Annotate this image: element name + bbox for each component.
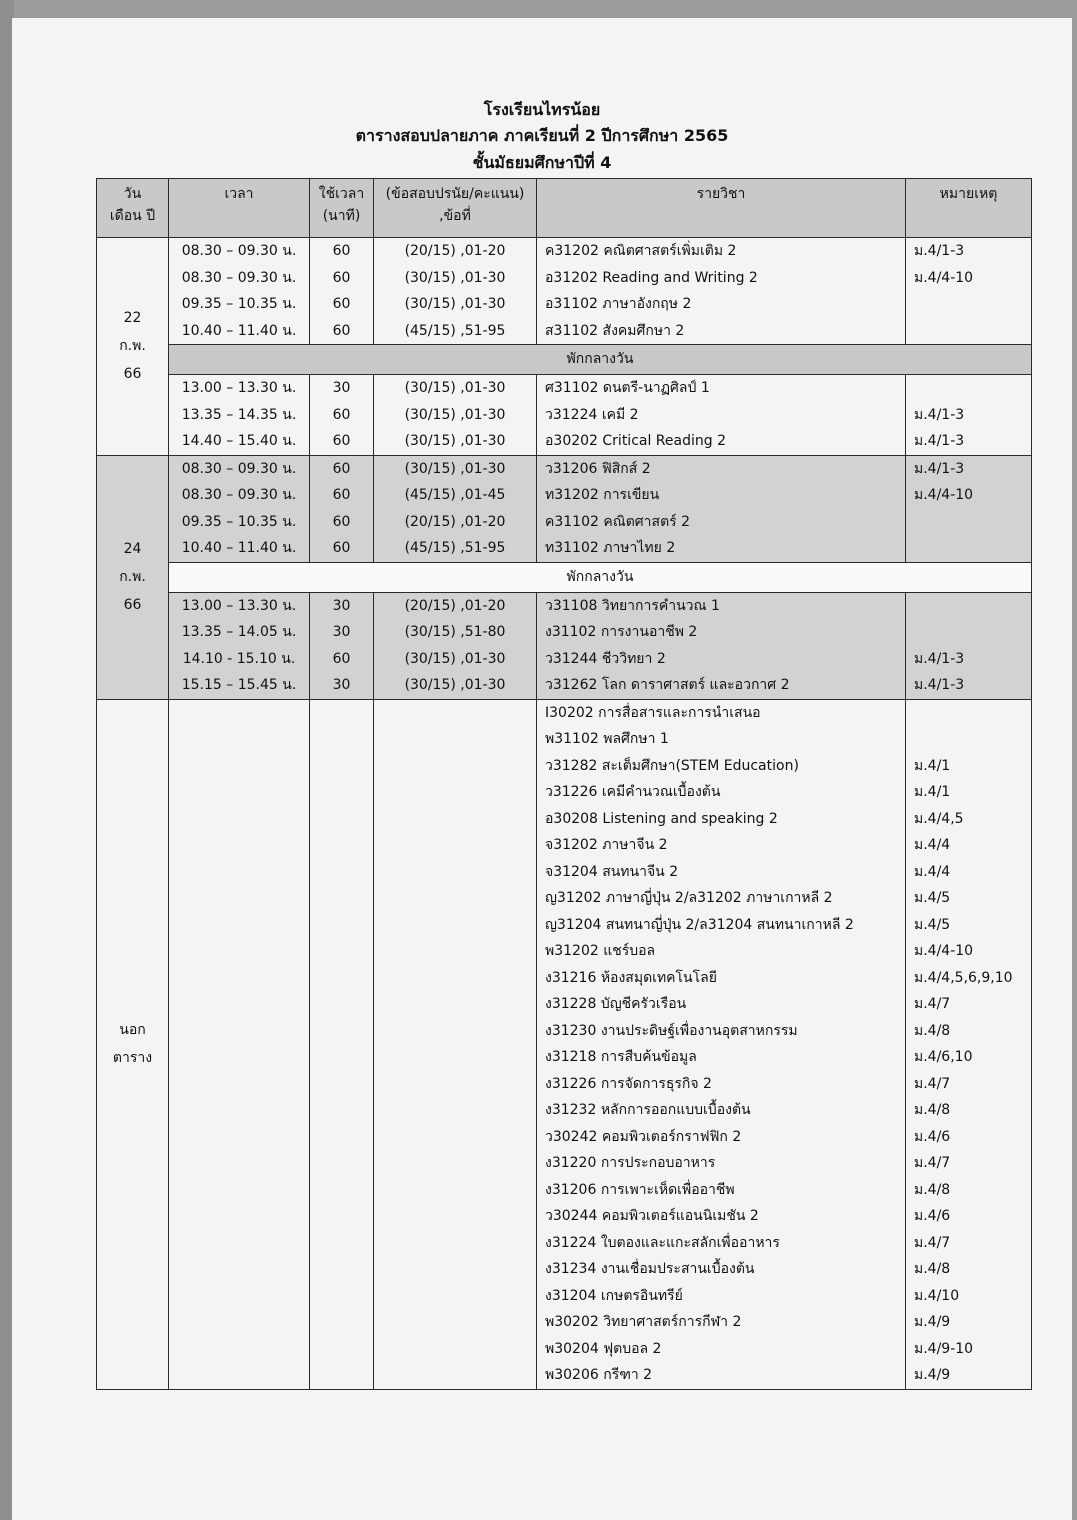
list-item: I30202 การสื่อสารและการนำเสนอ [545, 704, 761, 721]
day2-afternoon-subjects: ว31108 วิทยาการคำนวณ 1 ง31102 การงานอาชีพ 2 ว31244 ชีววิทยา 2 ว31262 โลก ดาราศาสตร์ และอวกาศ 2 [537, 592, 906, 699]
grade-level: ชั้นมัธยมศึกษาปีที่ 4 [472, 153, 612, 172]
list-item: ง31232 หลักการออกแบบเบื้องต้น [545, 1102, 751, 1118]
day2-afternoon-block [97, 592, 1032, 699]
header-items: (ข้อสอบปรนัย/คะแนน) ,ข้อที่ [374, 179, 537, 238]
list-item: พ30206 กรีฑา 2 [545, 1367, 653, 1383]
school-name: โรงเรียนไทรน้อย [483, 100, 601, 119]
list-item: ง31228 บัญชีครัวเรือน [545, 996, 687, 1012]
day1-afternoon-items: (30/15) ,01-30 (30/15) ,01-30 (30/15) ,01-30 [374, 375, 537, 456]
list-item: ง31220 การประกอบอาหาร [545, 1155, 716, 1171]
list-item: ง31218 การสืบค้นข้อมูล [545, 1049, 697, 1065]
day2-lunch-break: พักกลางวัน [169, 562, 1032, 592]
day2-morning-items: (30/15) ,01-30 (45/15) ,01-45 (20/15) ,01-20 (45/15) ,51-95 [374, 455, 537, 562]
outside-subjects [537, 699, 906, 1389]
list-item: ง31206 การเพาะเห็ดเพื่ออาชีพ [545, 1181, 735, 1198]
list-item: ง31216 ห้องสมุดเทคโนโลยี [545, 969, 717, 986]
day1-morning-block [97, 238, 1032, 345]
list-item: พ31202 แชร์บอล [545, 943, 656, 959]
day2-afternoon-notes: ม.4/1-3 ม.4/1-3 [906, 592, 1032, 699]
day2-afternoon-items: (20/15) ,01-20 (30/15) ,51-80 (30/15) ,01-30 (30/15) ,01-30 [374, 592, 537, 699]
day1-afternoon-notes: ม.4/1-3 ม.4/1-3 [906, 375, 1032, 456]
day1-lunch-break: พักกลางวัน [169, 345, 1032, 375]
day1-morning-subjects: ค31202 คณิตศาสตร์เพิ่มเติม 2 อ31202 Reading and Writing 2 อ31102 ภาษาอังกฤษ 2 ส31102 สังคมศึกษา 2 [537, 238, 906, 345]
schedule-title: ตารางสอบปลายภาค ภาคเรียนที่ 2 ปีการศึกษา 2565 [355, 126, 729, 145]
list-item: พ31102 พลศึกษา 1 [545, 731, 669, 747]
list-item: ญ31204 สนทนาญี่ปุ่น 2/ล31204 สนทนาเกาหลี 2 [545, 916, 854, 933]
header-duration: ใช้เวลา (นาที) [310, 179, 374, 238]
list-item: จ31204 สนทนาจีน 2 [545, 863, 679, 880]
day1-date: 22 ก.พ. 66 [97, 238, 169, 456]
list-item: ง31230 งานประดิษฐ์เพื่องานอุตสาหกรรม [545, 1022, 798, 1039]
outside-label: นอก ตาราง [97, 699, 169, 1389]
list-item: ง31204 เกษตรอินทรีย์ [545, 1287, 683, 1304]
list-item: ว31282 สะเต็มศึกษา(STEM Education) [545, 757, 799, 774]
list-item: ง31234 งานเชื่อมประสานเบื้องต้น [545, 1261, 755, 1277]
outside-notes: ม.4/1 ม.4/1 ม.4/4,5 ม.4/4 ม.4/4 ม.4/5 ม.4/5 ม.4/4-10 ม.4/4,5,6,9,10 ม.4/7 ม.4/8 ม.4/6,10 ม.4/7 ม.4/8 ม.4/6 ม.4/7 ม.4/8 ม.4/6 ม.4/7 ม.4/8 ม.4/10 ม.4/9 ม.4/9-10 ม.4/9 [906, 699, 1032, 1389]
day2-morning-notes: ม.4/1-3 ม.4/4-10 [906, 455, 1032, 562]
day1-afternoon-subjects: ศ31102 ดนตรี-นาฏศิลป์ 1 ว31224 เคมี 2 อ30202 Critical Reading 2 [537, 375, 906, 456]
header-note: หมายเหตุ [906, 179, 1032, 238]
list-item: ว30242 คอมพิวเตอร์กราฟฟิก 2 [545, 1128, 742, 1145]
day1-morning-durations: 60 60 60 60 [310, 238, 374, 345]
list-item: ว30244 คอมพิวเตอร์แอนนิเมชัน 2 [545, 1208, 759, 1224]
day1-morning-notes: ม.4/1-3 ม.4/4-10 [906, 238, 1032, 345]
day2-morning-block [97, 455, 1032, 562]
header-date: วัน เดือน ปี [97, 179, 169, 238]
exam-schedule-sheet [12, 18, 1072, 1520]
day2-afternoon-durations: 30 30 60 30 [310, 592, 374, 699]
day2-afternoon-times: 13.00 – 13.30 น. 13.35 – 14.05 น. 14.10 - 15.10 น. 15.15 – 15.45 น. [169, 592, 310, 699]
header-subject: รายวิชา [537, 179, 906, 238]
day1-lunch-row [97, 345, 1032, 375]
day2-date: 24 ก.พ. 66 [97, 455, 169, 699]
outside-items-empty [374, 699, 537, 1389]
list-item: อ30208 Listening and speaking 2 [545, 810, 778, 827]
list-item: ว31226 เคมีคำนวณเบื้องต้น [545, 784, 721, 800]
day1-morning-times: 08.30 – 09.30 น. 08.30 – 09.30 น. 09.35 – 10.35 น. 10.40 – 11.40 น. [169, 238, 310, 345]
day2-morning-times: 08.30 – 09.30 น. 08.30 – 09.30 น. 09.35 – 10.35 น. 10.40 – 11.40 น. [169, 455, 310, 562]
list-item: ญ31202 ภาษาญี่ปุ่น 2/ล31202 ภาษาเกาหลี 2 [545, 890, 833, 906]
day1-afternoon-durations: 30 60 60 [310, 375, 374, 456]
list-item: ง31226 การจัดการธุรกิจ 2 [545, 1075, 712, 1092]
list-item: จ31202 ภาษาจีน 2 [545, 837, 668, 853]
day2-lunch-row [97, 562, 1032, 592]
header-time: เวลา [169, 179, 310, 238]
exam-table [96, 178, 1032, 1390]
day2-morning-durations: 60 60 60 60 [310, 455, 374, 562]
list-item: พ30204 ฟุตบอล 2 [545, 1340, 662, 1357]
table-header-row [97, 179, 1032, 238]
day1-afternoon-times: 13.00 – 13.30 น. 13.35 – 14.35 น. 14.40 – 15.40 น. [169, 375, 310, 456]
list-item: ง31224 ใบตองและแกะสลักเพื่ออาหาร [545, 1234, 780, 1251]
day2-morning-subjects: ว31206 ฟิสิกส์ 2 ท31202 การเขียน ค31102 คณิตศาสตร์ 2 ท31102 ภาษาไทย 2 [537, 455, 906, 562]
day1-morning-items: (20/15) ,01-20 (30/15) ,01-30 (30/15) ,01-30 (45/15) ,51-95 [374, 238, 537, 345]
day1-afternoon-block [97, 375, 1032, 456]
outside-duration-empty [310, 699, 374, 1389]
outside-schedule-block [97, 699, 1032, 1389]
outside-time-empty [169, 699, 310, 1389]
list-item: พ30202 วิทยาศาสตร์การกีฬา 2 [545, 1314, 742, 1330]
